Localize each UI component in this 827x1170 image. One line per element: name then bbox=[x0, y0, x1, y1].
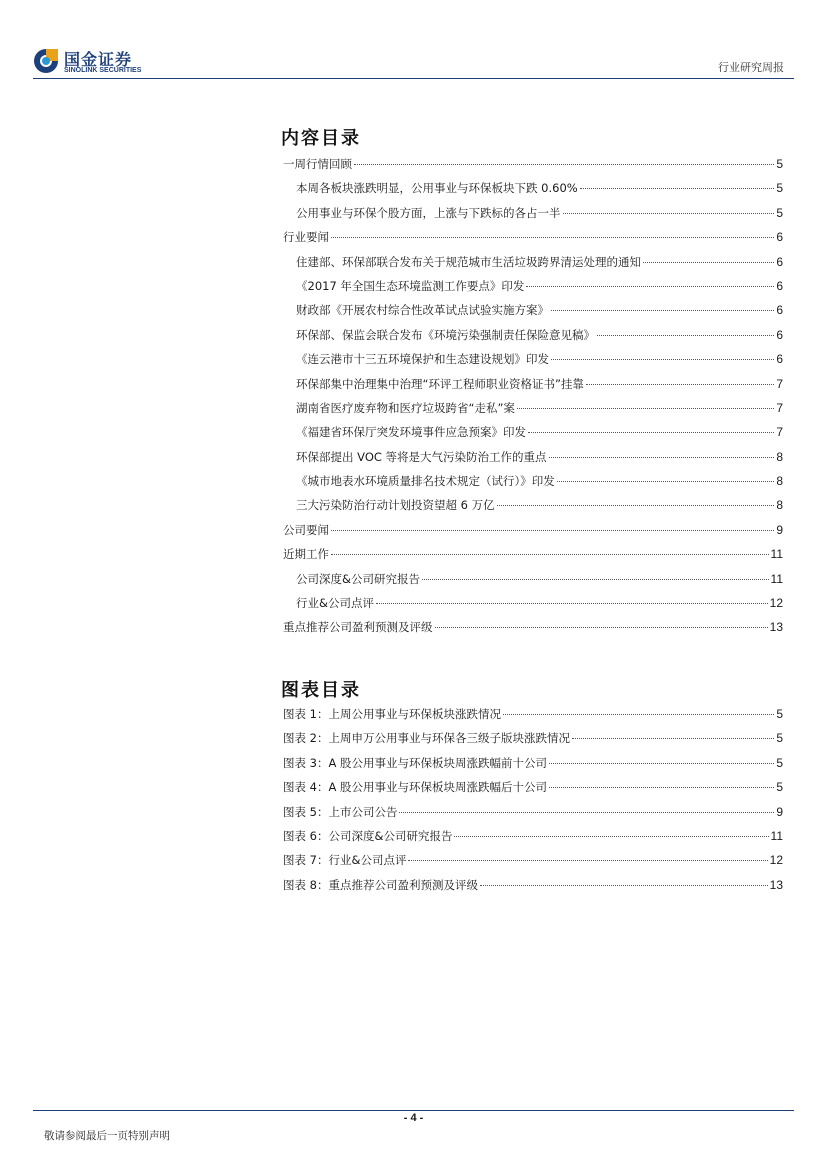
company-logo bbox=[33, 46, 163, 78]
toc-entry[interactable] bbox=[283, 877, 783, 901]
toc-entry[interactable] bbox=[283, 156, 783, 180]
toc-entry[interactable] bbox=[283, 400, 783, 424]
toc-entry-page: 8 bbox=[776, 474, 783, 489]
toc-entry-page: 5 bbox=[776, 205, 783, 220]
toc-entry-page: 13 bbox=[769, 877, 783, 892]
toc-entry[interactable] bbox=[283, 828, 783, 852]
toc-leader-dots bbox=[563, 213, 775, 214]
toc-entry[interactable] bbox=[283, 229, 783, 253]
toc-entry-title: 图表 8：重点推荐公司盈利预测及评级 bbox=[283, 877, 478, 892]
toc-entry-title: 本周各板块涨跌明显，公用事业与环保板块下跌 0.60% bbox=[296, 181, 578, 196]
toc-leader-dots bbox=[580, 188, 775, 189]
toc-entry[interactable] bbox=[283, 522, 783, 546]
toc-entry[interactable] bbox=[283, 278, 783, 302]
header-divider bbox=[33, 78, 794, 79]
logo-english-name: SINOLINK SECURITIES bbox=[64, 67, 142, 74]
toc-leader-dots bbox=[354, 164, 774, 165]
toc-entry[interactable] bbox=[283, 376, 783, 400]
toc-leader-dots bbox=[526, 286, 774, 287]
contents-title: 内容目录 bbox=[281, 128, 361, 149]
toc-entry-page: 6 bbox=[776, 303, 783, 318]
toc-entry[interactable] bbox=[283, 546, 783, 570]
toc-entry-page: 5 bbox=[776, 731, 783, 746]
toc-entry-page: 6 bbox=[776, 254, 783, 269]
toc-entry[interactable] bbox=[283, 302, 783, 326]
toc-entry[interactable] bbox=[283, 730, 783, 754]
page-number: - 4 - bbox=[403, 1112, 424, 1124]
toc-leader-dots bbox=[517, 408, 774, 409]
toc-entry-page: 5 bbox=[776, 755, 783, 770]
toc-leader-dots bbox=[408, 860, 767, 861]
toc-entry-title: 图表 2：上周申万公用事业与环保各三级子版块涨跌情况 bbox=[283, 731, 570, 746]
toc-entry-title: 行业&公司点评 bbox=[296, 596, 374, 611]
toc-entry-page: 6 bbox=[776, 352, 783, 367]
toc-entry-title: 近期工作 bbox=[283, 547, 329, 562]
toc-leader-dots bbox=[551, 310, 774, 311]
toc-entry[interactable] bbox=[283, 706, 783, 730]
toc-entry[interactable] bbox=[283, 254, 783, 278]
toc-entry-title: 图表 1：上周公用事业与环保板块涨跌情况 bbox=[283, 707, 501, 721]
toc-entry-page: 9 bbox=[776, 804, 783, 819]
report-type-label: 行业研究周报 bbox=[718, 61, 784, 74]
toc-entry-page: 7 bbox=[776, 376, 783, 391]
toc-entry-title: 环保部、保监会联合发布《环境污染强制责任保险意见稿》 bbox=[296, 327, 595, 342]
toc-entry-title: 《连云港市十三五环境保护和生态建设规划》印发 bbox=[296, 352, 549, 367]
toc-entry-title: 图表 3：A 股公用事业与环保板块周涨跌幅前十公司 bbox=[283, 755, 547, 770]
toc-entry[interactable] bbox=[283, 497, 783, 521]
toc-entry-page: 5 bbox=[776, 780, 783, 795]
toc-entry-page: 11 bbox=[770, 571, 783, 586]
disclaimer-text: 敬请参阅最后一页特别声明 bbox=[44, 1130, 170, 1142]
toc-entry-page: 8 bbox=[776, 498, 783, 513]
toc-entry-title: 环保部集中治理集中治理“环评工程师职业资格证书”挂靠 bbox=[296, 376, 584, 391]
figures-list bbox=[283, 706, 783, 901]
toc-entry-page: 8 bbox=[776, 449, 783, 464]
toc-leader-dots bbox=[497, 505, 775, 506]
toc-entry[interactable] bbox=[283, 755, 783, 779]
toc-leader-dots bbox=[551, 359, 774, 360]
toc-leader-dots bbox=[435, 627, 768, 628]
toc-entry-title: 公司深度&公司研究报告 bbox=[296, 571, 420, 586]
toc-entry-page: 6 bbox=[776, 230, 783, 245]
toc-entry-title: 图表 4：A 股公用事业与环保板块周涨跌幅后十公司 bbox=[283, 780, 547, 795]
toc-entry-page: 7 bbox=[776, 425, 783, 440]
toc-entry-page: 12 bbox=[769, 853, 783, 868]
toc-entry[interactable] bbox=[283, 327, 783, 351]
toc-entry-page: 7 bbox=[776, 400, 783, 415]
toc-entry-title: 《福建省环保厅突发环境事件应急预案》印发 bbox=[296, 425, 526, 440]
toc-leader-dots bbox=[331, 554, 769, 555]
toc-entry[interactable] bbox=[283, 180, 783, 204]
toc-entry-page: 5 bbox=[776, 157, 783, 171]
toc-entry[interactable] bbox=[283, 473, 783, 497]
toc-entry-page: 6 bbox=[776, 327, 783, 342]
toc-entry-title: 财政部《开展农村综合性改革试点试验实施方案》 bbox=[296, 303, 549, 318]
toc-entry-title: 《城市地表水环境质量排名技术规定（试行）》印发 bbox=[296, 474, 555, 489]
toc-entry-page: 6 bbox=[776, 278, 783, 293]
toc-entry-title: 环保部提出 VOC 等将是大气污染防治工作的重点 bbox=[296, 449, 547, 464]
toc-leader-dots bbox=[549, 763, 774, 764]
toc-entry-title: 湖南省医疗废弃物和医疗垃圾跨省“走私”案 bbox=[296, 400, 515, 415]
toc-entry-page: 5 bbox=[776, 707, 783, 721]
toc-leader-dots bbox=[549, 457, 775, 458]
toc-leader-dots bbox=[480, 885, 768, 886]
toc-leader-dots bbox=[528, 432, 774, 433]
toc-leader-dots bbox=[331, 530, 774, 531]
toc-leader-dots bbox=[503, 714, 774, 715]
toc-entry-page: 13 bbox=[769, 620, 783, 635]
toc-leader-dots bbox=[549, 787, 774, 788]
toc-entry[interactable] bbox=[283, 779, 783, 803]
logo-chinese-name: 国金证券 bbox=[64, 50, 133, 69]
toc-leader-dots bbox=[399, 812, 774, 813]
toc-entry-title: 三大污染防治行动计划投资望超 6 万亿 bbox=[296, 498, 495, 513]
toc-leader-dots bbox=[557, 481, 775, 482]
toc-entry[interactable] bbox=[283, 424, 783, 448]
toc-leader-dots bbox=[376, 603, 768, 604]
toc-entry-title: 《2017 年全国生态环境监测工作要点》印发 bbox=[296, 278, 525, 293]
toc-entry-title: 住建部、环保部联合发布关于规范城市生活垃圾跨界清运处理的通知 bbox=[296, 254, 641, 269]
toc-entry-title: 重点推荐公司盈利预测及评级 bbox=[283, 620, 433, 635]
toc-entry[interactable] bbox=[283, 449, 783, 473]
footer-divider bbox=[33, 1110, 794, 1111]
toc-leader-dots bbox=[597, 335, 774, 336]
toc-entry[interactable] bbox=[283, 804, 783, 828]
toc-entry-title: 公用事业与环保个股方面，上涨与下跌标的各占一半 bbox=[296, 205, 561, 220]
toc-entry-title: 一周行情回顾 bbox=[283, 157, 352, 171]
figures-title: 图表目录 bbox=[281, 680, 361, 701]
toc-leader-dots bbox=[454, 836, 768, 837]
toc-entry[interactable] bbox=[283, 619, 783, 643]
toc-entry-title: 图表 5：上市公司公告 bbox=[283, 804, 398, 819]
toc-entry-title: 图表 7：行业&公司点评 bbox=[283, 853, 407, 868]
toc-entry-title: 行业要闻 bbox=[283, 230, 329, 245]
toc-entry-title: 公司要闻 bbox=[283, 522, 329, 537]
toc-leader-dots bbox=[643, 262, 774, 263]
toc-leader-dots bbox=[331, 237, 774, 238]
toc-entry[interactable] bbox=[283, 571, 783, 595]
contents-list bbox=[283, 156, 783, 644]
toc-entry[interactable] bbox=[283, 205, 783, 229]
sinolink-logo-icon bbox=[33, 48, 59, 74]
toc-leader-dots bbox=[572, 738, 774, 739]
toc-entry[interactable] bbox=[283, 595, 783, 619]
toc-leader-dots bbox=[586, 384, 774, 385]
toc-entry[interactable] bbox=[283, 852, 783, 876]
toc-entry-page: 12 bbox=[769, 596, 783, 611]
toc-leader-dots bbox=[422, 579, 769, 580]
toc-entry-page: 11 bbox=[770, 547, 783, 562]
toc-entry[interactable] bbox=[283, 351, 783, 375]
toc-entry-page: 11 bbox=[770, 828, 783, 843]
toc-entry-page: 9 bbox=[776, 522, 783, 537]
toc-entry-title: 图表 6：公司深度&公司研究报告 bbox=[283, 828, 453, 843]
toc-entry-page: 5 bbox=[776, 181, 783, 196]
